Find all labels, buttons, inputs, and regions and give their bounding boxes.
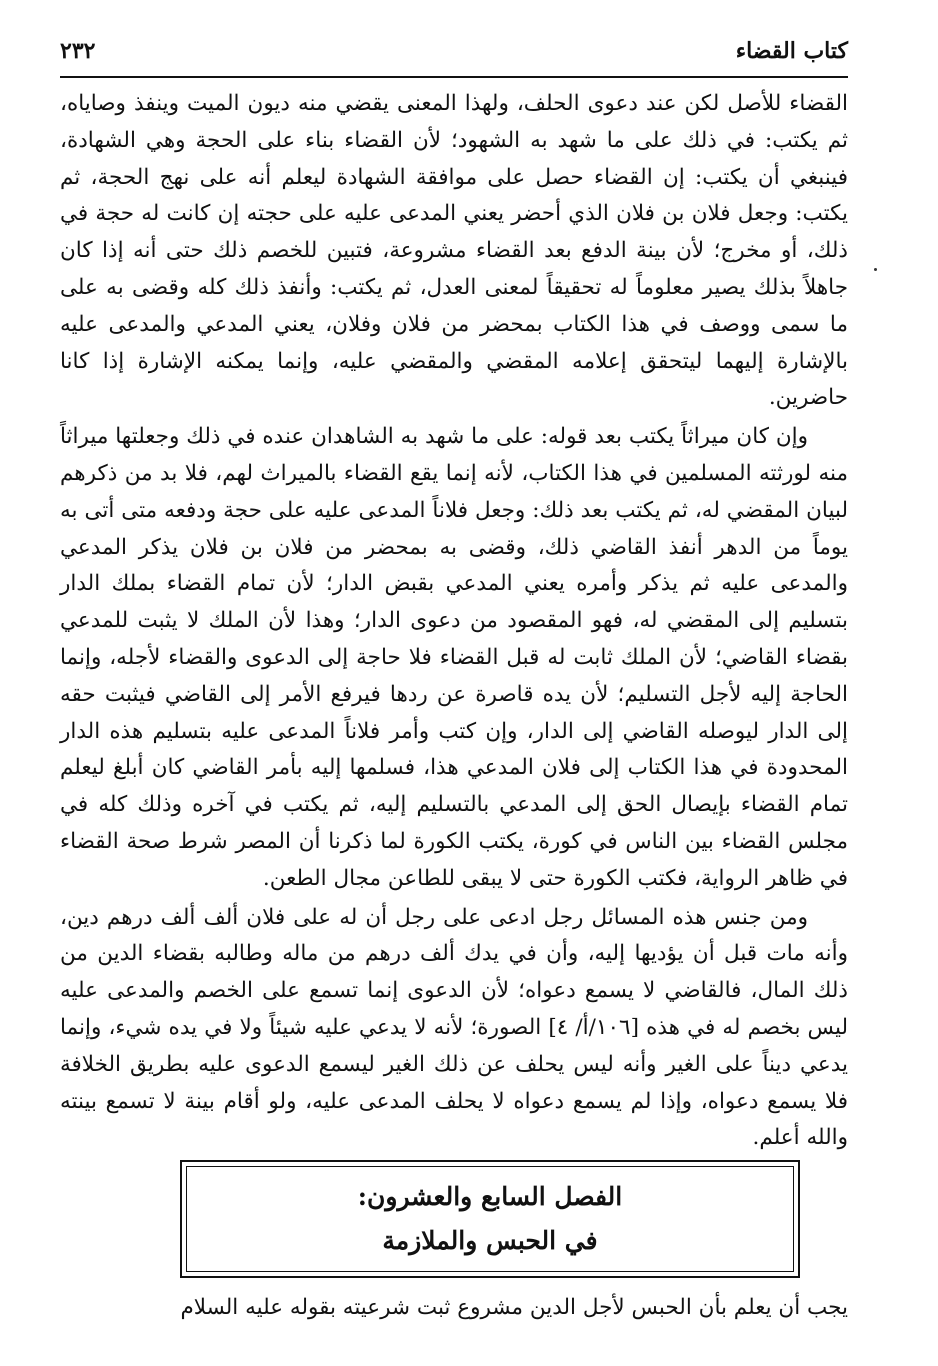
- margin-mark: [874, 268, 877, 271]
- page-header: [60, 30, 848, 78]
- header-title: كتاب القضاء: [735, 38, 848, 64]
- section-title: الفصل السابع والعشرون:: [357, 1182, 623, 1211]
- paragraph-3: ومن جنس هذه المسائل رجل ادعى على رجل أن له على فلان ألف ألف درهم دين، وأنه مات قبل أن يؤديها إليه، وأن في يدك ألف درهم من ماله وطالبه بقضاء الدين من ذلك المال، فالقاضي لا يسمع دعواه؛ لأن الدعوى إنما تسمع على الخصم والمدعى عليه ليس بخصم له في هذه [١٠٦/أ/ ٤] الصورة؛ لأنه لا يدعي عليه شيئاً ولا في يده شيء، وإنما يدعي ديناً على الغير وأنه ليس يحلف عن ذلك الغير ليسمع الدعوى عليه بطريق الخلافة فلا يسمع دعواه، وإذا لم يسمع دعواه لا يحلف المدعى عليه، ولو أقام بينة لا تسمع بينته والله أعلم.: [60, 904, 848, 1151]
- section-subtitle: في الحبس والملازمة: [382, 1226, 598, 1255]
- body-text: [60, 86, 848, 1157]
- section-heading-inner-frame: [186, 1166, 794, 1272]
- section-heading-box: [180, 1160, 800, 1278]
- page-number: ٢٣٢: [60, 38, 96, 64]
- paragraph-2: وإن كان ميراثاً يكتب بعد قوله: على ما شهد به الشاهدان عنده في ذلك وجعلتها ميراثاً منه لورثته المسلمين في هذا الكتاب، لأنه إنما يقع القضاء بالميراث لهم، فلا بد من ذكرهم لبيان المقضي له، ثم يكتب بعد ذلك: وجعل فلاناً المدعى عليه على حجة ودفعه متى أتى به يوماً من الدهر أنفذ القاضي ذلك، وقضى به بمحضر من فلان بن فلان يذكر المدعي والمدعى عليه ثم يذكر وأمره يعني المدعي بقبض الدار؛ لأن تمام القضاء بملك الدار بتسليم إلى المقضي له، فهو المقصود من دعوى الدار؛ وهذا لأن الملك لا يثبت للمدعي بقضاء القاضي؛ لأن الملك ثابت له قبل القضاء فلا حاجة إلى الدعوى والقضاء لأجله، وإنما الحاجة إليه لأجل التسليم؛ لأن يده قاصرة عن ردها فيرفع الأمر إلى القاضي فيثبت حقه إلى الدار ليوصله القاضي إلى الدار، وإن كتب وأمر فلاناً المدعى عليه بتسليم هذه الدار المحدودة في هذا الكتاب إلى فلان المدعي هذا، فسلمها إليه بأمر القاضي كان أبلغ ليعلم تمام القضاء بإيصال الحق إلى المدعي بالتسليم إليه، ثم يكتب في آخره وذلك كله في مجلس القضاء بين الناس في كورة، يكتب الكورة لما ذكرنا أن المصر شرط صحة القضاء في ظاهر الرواية، فكتب الكورة حتى لا يبقى للطاعن مجال الطعن.: [60, 424, 848, 891]
- paragraph-1: القضاء للأصل لكن عند دعوى الحلف، ولهذا المعنى يقضي منه ديون الميت وينفذ وصاياه، ثم يكتب: في ذلك على ما شهد به الشهود؛ لأن القضاء بناء على الحجة وهي الشهادة، فينبغي أن يكتب: إن القضاء حصل على موافقة الشهادة ليعلم أنه على نهج الحجة، ثم يكتب: وجعل فلان بن فلان الذي أحضر يعني المدعى عليه على حجته إن كانت له حجة في ذلك، أو مخرج؛ لأن بينة الدفع بعد القضاء مشروعة، فتبين للخصم ذلك حتى أنه إذا كان جاهلاً بذلك يصير معلوماً له تحقيقاً لمعنى العدل، ثم يكتب: وأنفذ ذلك كله وقضى به على ما سمى ووصف في هذا الكتاب بمحضر من فلان وفلان، يعني المدعي والمدعى عليه بالإشارة إليهما ليتحقق إعلامه المقضي والمقضي عليه، وإنما يمكنه الإشارة إذا كانا حاضرين.: [60, 91, 849, 411]
- section-opening-line: يجب أن يعلم بأن الحبس لأجل الدين مشروع ثبت شرعيته بقوله عليه السلام: [180, 1295, 848, 1320]
